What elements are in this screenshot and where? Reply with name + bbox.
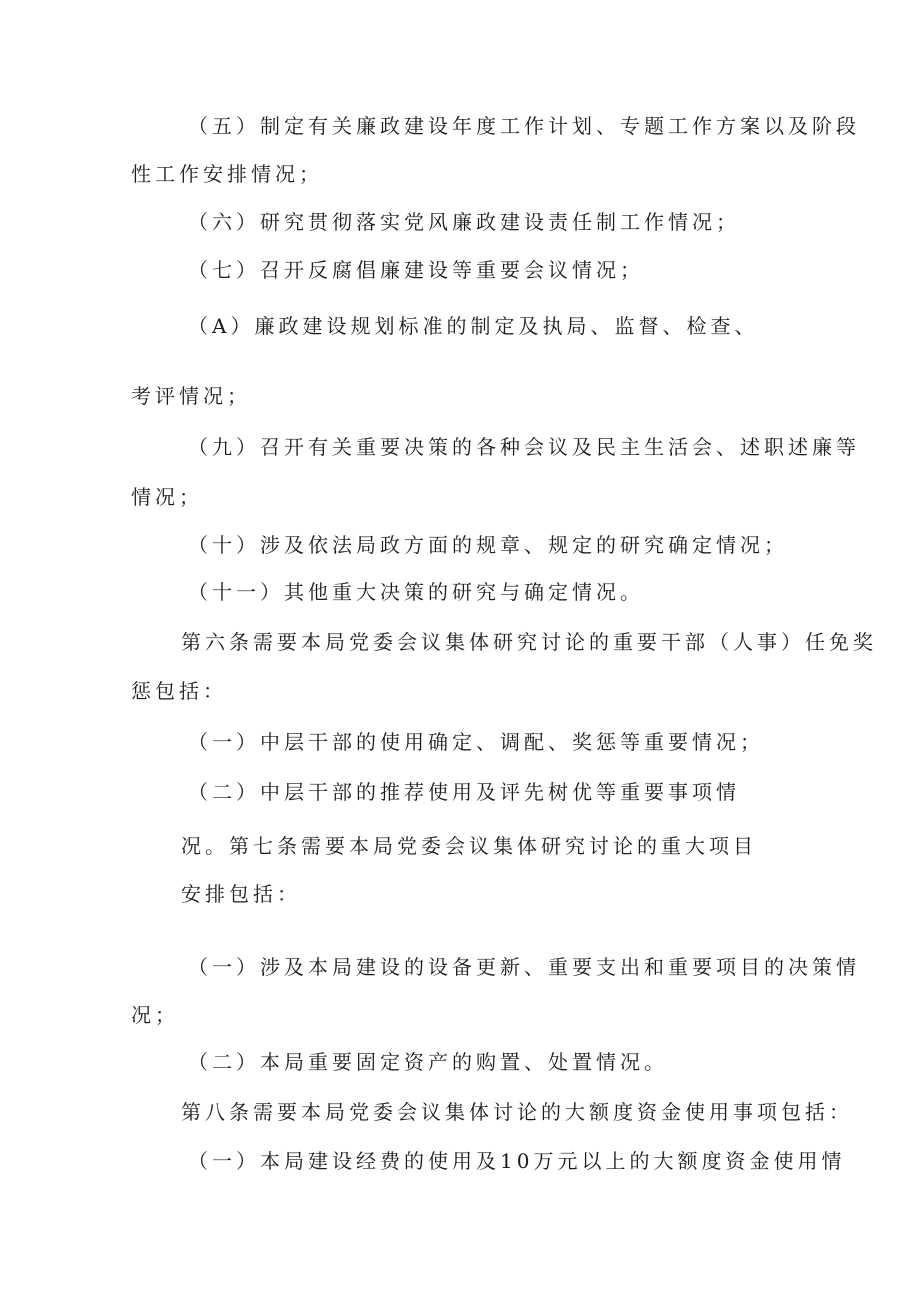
text-line: 性工作安排情况； bbox=[131, 162, 323, 186]
text-line: 第六条需要本局党委会议集体研究讨论的重要干部（人事）任免奖 bbox=[181, 630, 877, 654]
text-line: 安排包括： bbox=[181, 882, 301, 906]
text-line: 惩包括： bbox=[131, 679, 227, 703]
text-line: （九）召开有关重要决策的各种会议及民主生活会、述职述廉等 bbox=[188, 435, 860, 459]
text-line: （一）本局建设经费的使用及10万元以上的大额度资金使用情 bbox=[188, 1149, 846, 1173]
text-line: （一）中层干部的使用确定、调配、奖惩等重要情况； bbox=[188, 730, 764, 754]
text-line: （十一）其他重大决策的研究与确定情况。 bbox=[188, 580, 644, 604]
text-line: （六）研究贯彻落实党风廉政建设责任制工作情况； bbox=[188, 210, 740, 234]
text-line: 况。第七条需要本局党委会议集体研究讨论的重大项目 bbox=[181, 834, 757, 858]
text-line: 考评情况； bbox=[131, 384, 251, 408]
text-line: （一）涉及本局建设的设备更新、重要支出和重要项目的决策情 bbox=[188, 955, 860, 979]
text-line: （二）中层干部的推荐使用及评先树优等重要事项情 bbox=[188, 780, 740, 804]
text-line: 第八条需要本局党委会议集体讨论的大额度资金使用事项包括： bbox=[181, 1100, 853, 1124]
text-line: （五）制定有关廉政建设年度工作计划、专题工作方案以及阶段 bbox=[188, 114, 860, 138]
text-line: （十）涉及依法局政方面的规章、规定的研究确定情况； bbox=[188, 533, 788, 557]
text-line: 况； bbox=[131, 1003, 179, 1027]
text-line: （七）召开反腐倡廉建设等重要会议情况； bbox=[188, 258, 644, 282]
text-line: 情况； bbox=[131, 485, 203, 509]
text-line: （二）本局重要固定资产的购置、处置情况。 bbox=[188, 1050, 668, 1074]
text-line: （A）廉政建设规划标准的制定及执局、监督、检查、 bbox=[188, 314, 759, 338]
